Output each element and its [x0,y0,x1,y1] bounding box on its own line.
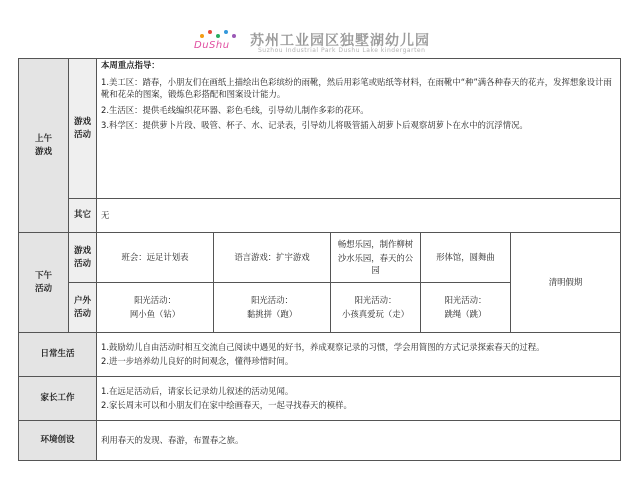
focus-item: 2.生活区：提供毛线编织花环器、彩色毛线，引导幼儿制作多彩的花环。 [101,104,369,115]
outdoor-activity-2: 阳光活动： 黏挑拼（跑） [214,283,331,333]
other-value: 无 [97,199,621,233]
parent-item: 1.在远足活动后，请家长记录幼儿叙述的活动见闻。 [101,386,294,397]
environment-row [19,421,621,461]
morning-focus-content [97,59,621,199]
logo-chinese: 苏州工业园区独墅湖幼儿园 [250,33,430,49]
outdoor-label: 户外 活动 [69,283,97,333]
logo-subtitle: Suzhou Industrial Park Dushu Lake kindergarten [258,47,426,54]
outdoor-activity-1: 阳光活动： 网小鱼（钻） [97,283,214,333]
afternoon-label: 下午 活动 [19,233,69,333]
parent-work-content [97,377,621,421]
morning-label: 上午 游戏 [19,59,69,233]
parent-work-label: 家长工作 [19,377,97,421]
daily-life-row [19,333,621,377]
afternoon-game-label: 游戏 活动 [69,233,97,283]
afternoon-game-4: 形体馆，圆舞曲 [421,233,511,283]
afternoon-game-1: 班会：远足计划表 [97,233,214,283]
page-header [0,0,640,58]
morning-focus-row [19,59,621,199]
holiday-cell: 清明假期 [511,233,621,333]
parent-work-row [19,377,621,421]
outdoor-activity-3: 阳光活动： 小孩真爱玩（走） [331,283,421,333]
other-label: 其它 [69,199,97,233]
daily-life-content [97,333,621,377]
logo-english: DuShu [194,40,230,51]
morning-other-row [19,199,621,233]
morning-game-label: 游戏 活动 [69,59,97,199]
focus-title: 本周重点指导： [101,60,160,70]
weekly-plan-table [18,58,621,461]
afternoon-game-2: 语言游戏：扩宇游戏 [214,233,331,283]
focus-item: 1.美工区：踏春，小朋友们在画纸上描绘出色彩缤纷的雨靴，然后用彩笔或贴纸等材料，在雨靴中“种”满各种春天的花卉，发挥想象设计雨靴和花朵的图案，锻炼色彩搭配和图案设计能力。 [101,76,612,100]
daily-item: 1.鼓励幼儿自由活动时相互交流自己阅读中遇见的好书，养成观察记录的习惯，学会用简图的方式记录探索春天的过程。 [101,342,545,353]
daily-life-label: 日常生活 [19,333,97,377]
environment-label: 环境创设 [19,421,97,461]
parent-item: 2.家长周末可以和小朋友们在家中绘画春天，一起寻找春天的模样。 [101,400,352,410]
outdoor-activity-4: 阳光活动： 跳绳（跳） [421,283,511,333]
daily-item: 2.进一步培养幼儿良好的时间观念，懂得珍惜时间。 [101,356,294,366]
afternoon-game-3: 畅想乐园，制作柳树 沙水乐园，春天的公园 [331,233,421,283]
focus-item: 3.科学区：提供萝卜片段、吸管、杯子、水、记录表，引导幼儿将吸管插入胡萝卜后观察胡萝卜在水中的沉浮情况。 [101,120,528,131]
afternoon-game-row [19,233,621,283]
environment-content: 利用春天的发现、春游，布置春之旅。 [97,421,621,461]
